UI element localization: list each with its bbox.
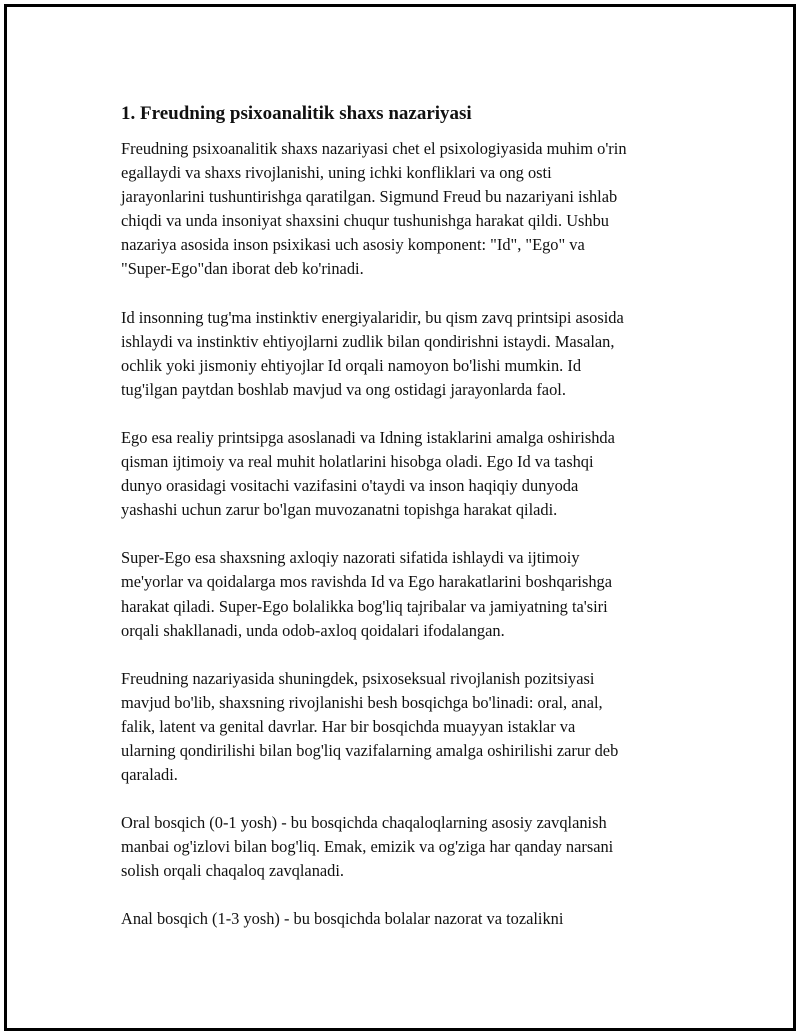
text-line: Id insonning tug'ma instinktiv energiyalaridir, bu qism zavq printsipi asosida [121, 307, 624, 327]
text-line: Freudning nazariyasida shuningdek, psixoseksual rivojlanish pozitsiyasi [121, 668, 595, 688]
text-line: tug'ilgan paytdan boshlab mavjud va ong ostidagi jarayonlarda faol. [121, 379, 566, 399]
paragraph-psychosexual [121, 667, 701, 787]
text-line: falik, latent va genital davrlar. Har bir bosqichda muayyan istaklar va [121, 716, 576, 736]
text-line: dunyo orasidagi vositachi vazifasini o'taydi va inson haqiqiy dunyoda [121, 476, 579, 496]
text-line: solish orqali chaqaloq zavqlanadi. [121, 861, 345, 881]
text-line: mavjud bo'lib, shaxsning rivojlanishi besh bosqichga bo'linadi: oral, anal, [121, 692, 603, 712]
text-line: jarayonlarini tushuntirishga qaratilgan. Sigmund Freud bu nazariyani ishlab [121, 187, 618, 207]
text-line: qaraladi. [121, 765, 178, 785]
text-line: "Super-Ego"dan iborat deb ko'rinadi. [121, 259, 364, 279]
text-line: harakat qiladi. Super-Ego bolalikka bog'liq tajribalar va jamiyatning ta'siri [121, 596, 608, 616]
paragraph-id [121, 306, 701, 402]
paragraph-oral-stage [121, 811, 701, 883]
paragraph-super-ego [121, 546, 701, 642]
text-line: Super-Ego esa shaxsning axloqiy nazorati sifatida ishlaydi va ijtimoiy [121, 548, 580, 568]
text-line: ochlik yoki jismoniy ehtiyojlar Id orqali namoyon bo'lishi mumkin. Id [121, 355, 582, 375]
paragraph-intro [121, 137, 701, 282]
text-line: yashashi uchun zarur bo'lgan muvozanatni topishga harakat qiladi. [121, 500, 558, 520]
text-line: nazariya asosida inson psixikasi uch asosiy komponent: "Id", "Ego" va [121, 235, 585, 255]
text-line: chiqdi va unda insoniyat shaxsini chuqur tushunishga harakat qildi. Ushbu [121, 211, 610, 231]
text-line: egallaydi va shaxs rivojlanishi, uning ichki konfliklari va ong osti [121, 163, 552, 183]
document-page [4, 4, 796, 1031]
paragraph-anal-stage [121, 907, 701, 931]
text-line: Freudning psixoanalitik shaxs nazariyasi chet el psixologiyasida muhim o'rin [121, 139, 627, 158]
document-body [121, 101, 701, 956]
text-line: ularning qondirilishi bilan bog'liq vazifalarning amalga oshirilishi zarur deb [121, 740, 619, 760]
text-line: Ego esa realiy printsipga asoslanadi va Idning istaklarini amalga oshirishda [121, 427, 615, 447]
text-line: manbai og'izlovi bilan bog'liq. Emak, emizik va og'ziga har qanday narsani [121, 837, 614, 857]
text-line: ishlaydi va instinktiv ehtiyojlarni zudlik bilan qondirishni istaydi. Masalan, [121, 331, 615, 351]
text-line: Oral bosqich (0-1 yosh) - bu bosqichda chaqaloqlarning asosiy zavqlanish [121, 813, 607, 833]
text-line: orqali shakllanadi, unda odob-axloq qoidalari ifodalangan. [121, 620, 505, 640]
text-line: me'yorlar va qoidalarga mos ravishda Id va Ego harakatlarini boshqarishga [121, 572, 613, 592]
paragraph-ego [121, 426, 701, 522]
text-line: qisman ijtimoiy va real muhit holatlarini hisobga oladi. Ego Id va tashqi [121, 452, 594, 472]
document-title: 1. Freudning psixoanalitik shaxs nazariyasi [121, 103, 472, 124]
text-line: Anal bosqich (1-3 yosh) - bu bosqichda bolalar nazorat va tozalikni [121, 909, 564, 929]
